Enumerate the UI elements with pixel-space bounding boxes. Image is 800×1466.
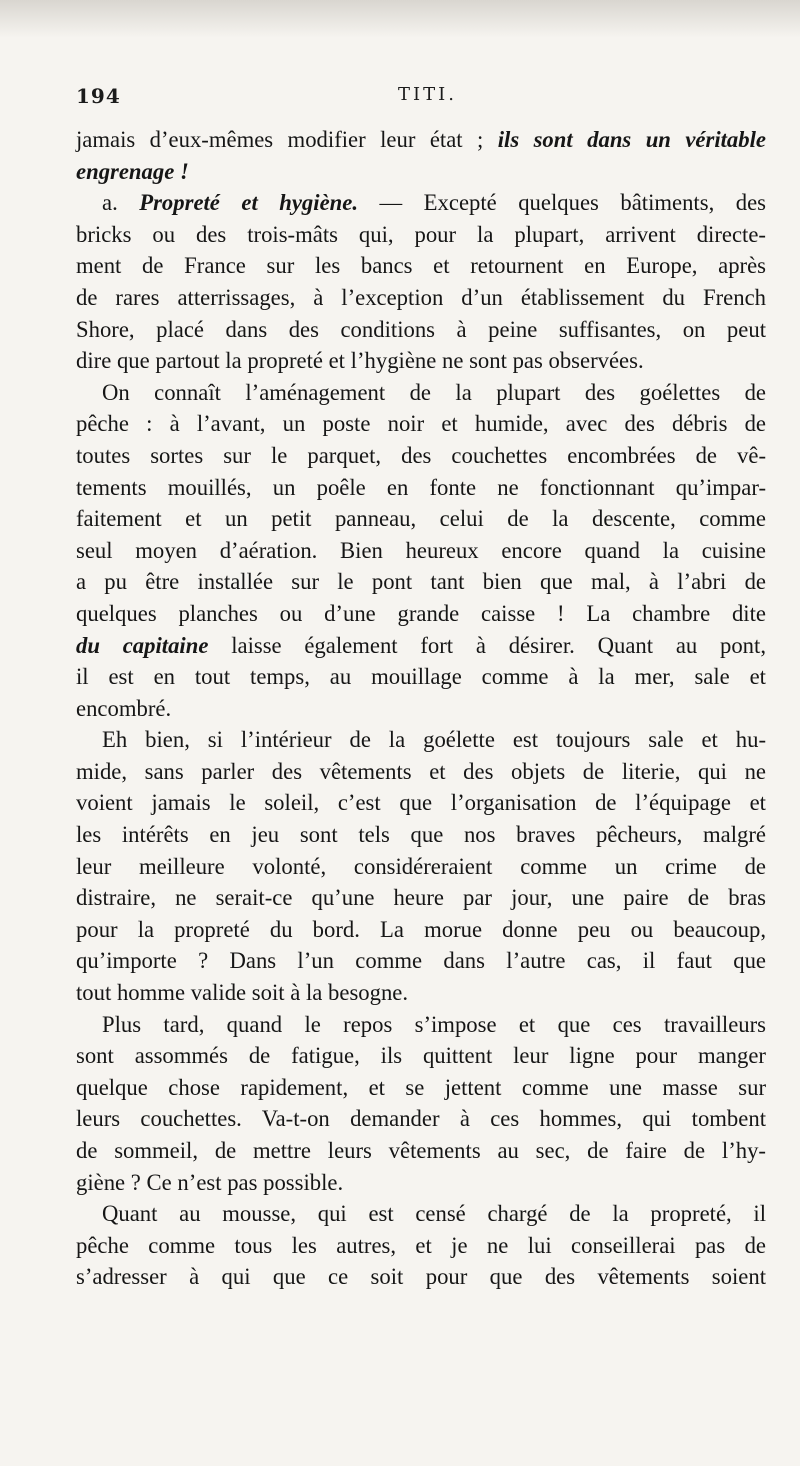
text-segment: sont assommés de fatigue, ils quittent leur ligne pour manger [76, 1043, 766, 1069]
text-line [76, 977, 766, 1009]
text-line [76, 661, 766, 693]
text-segment: qu’importe ? Dans l’un comme dans l’autre cas, il faut que [76, 948, 766, 974]
text-line [76, 377, 766, 409]
text-segment: leur meilleure volonté, considéreraient comme un crime de [76, 853, 766, 879]
text-segment: pêche comme tous les autres, et je ne lui conseillerai pas de [76, 1232, 766, 1258]
page-header [76, 84, 766, 114]
text-line [76, 630, 766, 662]
text-segment: giène ? Ce n’est pas possible. [76, 1169, 344, 1195]
text-line [76, 440, 766, 472]
text-segment: Shore, placé dans des conditions à peine suffisantes, on peut [76, 316, 766, 342]
text-segment: distraire, ne serait-ce qu’une heure par jour, une paire de bras [76, 885, 766, 911]
text-segment: voient jamais le soleil, c’est que l’organisation de l’équipage et [76, 790, 766, 816]
text-segment: de rares atterrissages, à l’exception d’un établissement du French [76, 284, 766, 310]
text-line [76, 345, 766, 377]
text-line [76, 1103, 766, 1135]
text-line [76, 851, 766, 883]
text-line [76, 945, 766, 977]
text-line [76, 124, 766, 156]
text-line [76, 219, 766, 251]
text-line [76, 1198, 766, 1230]
text-segment: engrenage ! [76, 158, 189, 184]
text-segment: laisse également fort à désirer. Quant au pont, [208, 632, 766, 658]
text-segment: tements mouillés, un poêle en fonte ne fonctionnant qu’impar- [76, 474, 766, 500]
text-segment: Quant au mousse, qui est censé chargé de la propreté, il [102, 1201, 766, 1227]
text-line [76, 1135, 766, 1167]
text-line [76, 1072, 766, 1104]
text-line [76, 250, 766, 282]
text-segment: Propreté et hygiène. [139, 190, 358, 216]
text-line [76, 472, 766, 504]
text-segment: a. [102, 190, 140, 216]
text-segment: mide, sans parler des vêtements et des objets de literie, qui ne [76, 758, 766, 784]
text-line [76, 882, 766, 914]
running-title: TITI. [398, 84, 457, 105]
body-text [76, 124, 766, 1293]
text-segment: quelque chose rapidement, et se jettent comme une masse sur [76, 1074, 766, 1100]
text-line [76, 535, 766, 567]
text-segment: toutes sortes sur le parquet, des couchettes encombrées de vê- [76, 442, 766, 468]
text-segment: ils sont dans un véritable [497, 127, 766, 152]
text-segment: — Excepté quelques bâtiments, des [358, 190, 766, 216]
text-line [76, 914, 766, 946]
text-segment: dire que partout la propreté et l’hygiène ne sont pas observées. [76, 348, 644, 374]
text-segment: les intérêts en jeu sont tels que nos braves pêcheurs, malgré [76, 822, 766, 848]
text-segment: a pu être installée sur le pont tant bien que mal, à l’abri de [76, 569, 766, 595]
text-segment: encombré. [76, 695, 172, 721]
text-segment: tout homme valide soit à la besogne. [76, 980, 409, 1006]
text-segment: Plus tard, quand le repos s’impose et que ces travailleurs [102, 1011, 766, 1037]
text-segment: pour la propreté du bord. La morue donne peu ou beaucoup, [76, 916, 766, 942]
text-line [76, 1040, 766, 1072]
text-segment: seul moyen d’aération. Bien heureux encore quand la cuisine [76, 537, 766, 563]
text-line [76, 1167, 766, 1199]
text-line [76, 282, 766, 314]
text-segment: pêche : à l’avant, un poste noir et humide, avec des débris de [76, 411, 766, 437]
text-line [76, 693, 766, 725]
text-segment: s’adresser à qui que ce soit pour que des vêtements soient [76, 1264, 766, 1290]
text-segment: quelques planches ou d’une grande caisse ! La chambre dite [76, 600, 766, 626]
text-line [76, 314, 766, 346]
text-segment: du capitaine [76, 632, 209, 658]
text-segment: On connaît l’aménagement de la plupart des goélettes de [102, 379, 766, 405]
text-segment: faitement et un petit panneau, celui de la descente, comme [76, 506, 766, 532]
text-segment: bricks ou des trois-mâts qui, pour la plupart, arrivent directe- [76, 221, 766, 247]
text-line [76, 1261, 766, 1293]
text-segment: Eh bien, si l’intérieur de la goélette est toujours sale et hu- [102, 727, 766, 753]
text-line [76, 156, 766, 188]
text-line [76, 1230, 766, 1262]
text-line [76, 1009, 766, 1041]
text-line [76, 503, 766, 535]
text-line [76, 598, 766, 630]
text-line [76, 787, 766, 819]
page-number: 194 [76, 84, 121, 108]
text-line [76, 819, 766, 851]
text-line [76, 566, 766, 598]
text-line [76, 724, 766, 756]
text-line [76, 756, 766, 788]
text-line [76, 187, 766, 219]
text-segment: leurs couchettes. Va-t-on demander à ces hommes, qui tombent [76, 1106, 766, 1132]
text-segment: ment de France sur les bancs et retournent en Europe, après [76, 253, 766, 279]
text-segment: il est en tout temps, au mouillage comme à la mer, sale et [76, 664, 766, 690]
text-segment: jamais d’eux-mêmes modifier leur état ; [76, 127, 498, 152]
page-top-edge [0, 0, 800, 38]
text-segment: de sommeil, de mettre leurs vêtements au sec, de faire de l’hy- [76, 1138, 766, 1163]
text-line [76, 408, 766, 440]
